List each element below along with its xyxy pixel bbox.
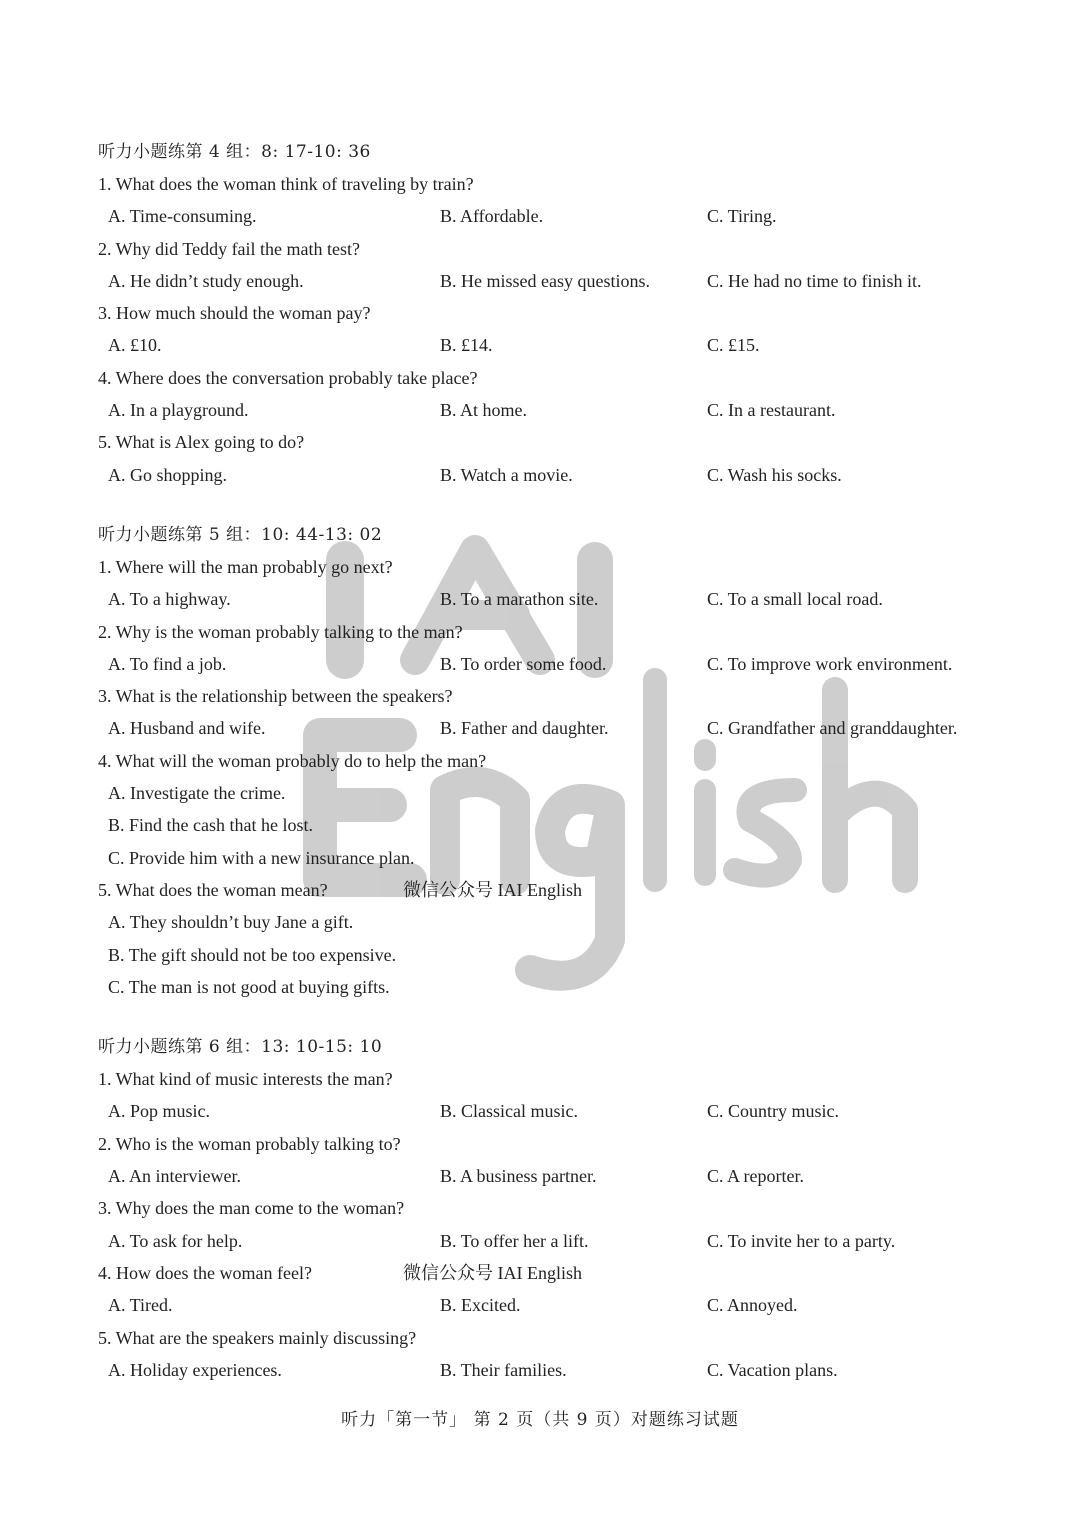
- answer-option: B. Classical music.: [440, 1101, 578, 1122]
- question-text: [98, 297, 998, 329]
- question-label: 1. What does the woman think of traveling by train?: [98, 174, 474, 194]
- question-label: 5. What does the woman mean?: [98, 879, 328, 900]
- options-row: [98, 1225, 998, 1257]
- answer-option: B. At home.: [440, 400, 528, 421]
- question-group: [98, 519, 998, 1003]
- question-text: [98, 233, 998, 265]
- options-row: [98, 1354, 998, 1386]
- answer-option: A. Go shopping.: [108, 464, 228, 485]
- answer-option: B. Excited.: [440, 1295, 521, 1316]
- answer-option: A. To find a job.: [108, 653, 227, 674]
- question-label: 2. Why did Teddy fail the math test?: [98, 238, 361, 259]
- group-title: 听力小题练第 6 组：13: 10-15: 10: [98, 1037, 383, 1058]
- question-text: [98, 680, 998, 712]
- answer-option: B. A business partner.: [440, 1166, 597, 1187]
- answer-option: B. To offer her a lift.: [440, 1230, 589, 1251]
- answer-option: C. A reporter.: [707, 1166, 804, 1187]
- answer-option: A. He didn’t study enough.: [108, 270, 304, 291]
- answer-option: A. Pop music.: [108, 1101, 211, 1122]
- question-group: [98, 136, 998, 491]
- answer-option: B. Watch a movie.: [440, 464, 573, 485]
- answer-option: C. Tiring.: [707, 206, 777, 227]
- group-title: 听力小题练第 5 组：10: 44-13: 02: [98, 524, 383, 545]
- answer-option: B. £14.: [440, 335, 493, 356]
- answer-option: C. Country music.: [707, 1101, 840, 1122]
- options-row: [98, 648, 998, 680]
- answer-option: B. He missed easy questions.: [440, 270, 650, 291]
- answer-option: B. Affordable.: [440, 206, 544, 227]
- answer-option: C. Annoyed.: [707, 1295, 798, 1316]
- question-text: [98, 168, 998, 200]
- answer-option: B. Their families.: [440, 1359, 567, 1380]
- answer-option: C. To a small local road.: [707, 589, 883, 610]
- options-row: [98, 583, 998, 615]
- question-label: 1. What kind of music interests the man?: [98, 1069, 393, 1090]
- options-row: [98, 459, 998, 491]
- question-text: [98, 745, 998, 777]
- answer-option: B. The gift should not be too expensive.: [108, 944, 397, 965]
- answer-option: A. They shouldn’t buy Jane a gift.: [108, 912, 354, 933]
- answer-option: C. Wash his socks.: [707, 464, 842, 485]
- wechat-note: 微信公众号 IAI English: [403, 1262, 582, 1283]
- question-text: [98, 1192, 998, 1224]
- question-label: 5. What are the speakers mainly discussing?: [98, 1327, 417, 1348]
- question-label: 4. Where does the conversation probably take place?: [98, 367, 478, 388]
- question-text: [98, 874, 998, 906]
- options-row: [98, 1160, 998, 1192]
- question-text: [98, 1128, 998, 1160]
- answer-option: A. In a playground.: [108, 400, 249, 421]
- answer-option: A. Tired.: [108, 1295, 173, 1316]
- answer-option: A. £10.: [108, 335, 162, 356]
- answer-option: C. To improve work environment.: [707, 653, 953, 674]
- answer-option: C. He had no time to finish it.: [707, 270, 922, 291]
- answer-option: A. Husband and wife.: [108, 718, 266, 739]
- answer-option: B. Find the cash that he lost.: [108, 815, 313, 836]
- question-label: 1. Where will the man probably go next?: [98, 556, 393, 577]
- answer-option: C. To invite her to a party.: [707, 1230, 896, 1251]
- question-label: 3. Why does the man come to the woman?: [98, 1198, 405, 1219]
- answer-option: A. Holiday experiences.: [108, 1359, 282, 1380]
- question-text: [98, 362, 998, 394]
- answer-option: A. An interviewer.: [108, 1166, 241, 1187]
- options-row: [98, 329, 998, 361]
- options-row: [98, 394, 998, 426]
- group-title: 听力小题练第 4 组：8: 17-10: 36: [98, 142, 371, 162]
- question-text: [98, 426, 998, 458]
- answer-option: A. To ask for help.: [108, 1230, 243, 1251]
- question-label: 3. What is the relationship between the speakers?: [98, 686, 453, 707]
- options-row: [98, 712, 998, 744]
- question-label: 5. What is Alex going to do?: [98, 432, 305, 453]
- answer-option: B. Father and daughter.: [440, 718, 609, 739]
- options-row: [98, 265, 998, 297]
- answer-option: C. The man is not good at buying gifts.: [108, 976, 390, 997]
- question-text: [98, 551, 998, 583]
- answer-option: C. Provide him with a new insurance plan.: [108, 847, 415, 868]
- answer-option: A. Investigate the crime.: [108, 783, 286, 804]
- page-footer: 听力「第一节」 第 2 页（共 9 页）对题练习试题: [341, 1410, 739, 1430]
- answer-option: C. Vacation plans.: [707, 1359, 838, 1380]
- answer-option: C. Grandfather and granddaughter.: [707, 718, 958, 739]
- options-row: [98, 1289, 998, 1321]
- exercise-content: [98, 136, 998, 1414]
- question-text: [98, 1063, 998, 1095]
- question-label: 4. How does the woman feel?: [98, 1262, 312, 1283]
- answer-option: A. Time-consuming.: [108, 206, 257, 227]
- question-text: [98, 616, 998, 648]
- answer-option: A. To a highway.: [108, 589, 231, 610]
- question-text: [98, 1322, 998, 1354]
- question-label: 4. What will the woman probably do to help the man?: [98, 750, 487, 771]
- answer-option: C. In a restaurant.: [707, 400, 836, 421]
- question-label: 2. Why is the woman probably talking to the man?: [98, 621, 463, 642]
- question-text: [98, 1257, 998, 1289]
- wechat-note: 微信公众号 IAI English: [403, 879, 582, 900]
- answer-option: B. To order some food.: [440, 653, 607, 674]
- exercise-groups: [98, 136, 998, 1386]
- options-row: [98, 200, 998, 232]
- answer-option: B. To a marathon site.: [440, 589, 599, 610]
- question-label: 2. Who is the woman probably talking to?: [98, 1133, 401, 1154]
- answer-option: C. £15.: [707, 335, 760, 356]
- question-label: 3. How much should the woman pay?: [98, 303, 371, 324]
- options-row: [98, 1095, 998, 1127]
- question-group: [98, 1031, 998, 1386]
